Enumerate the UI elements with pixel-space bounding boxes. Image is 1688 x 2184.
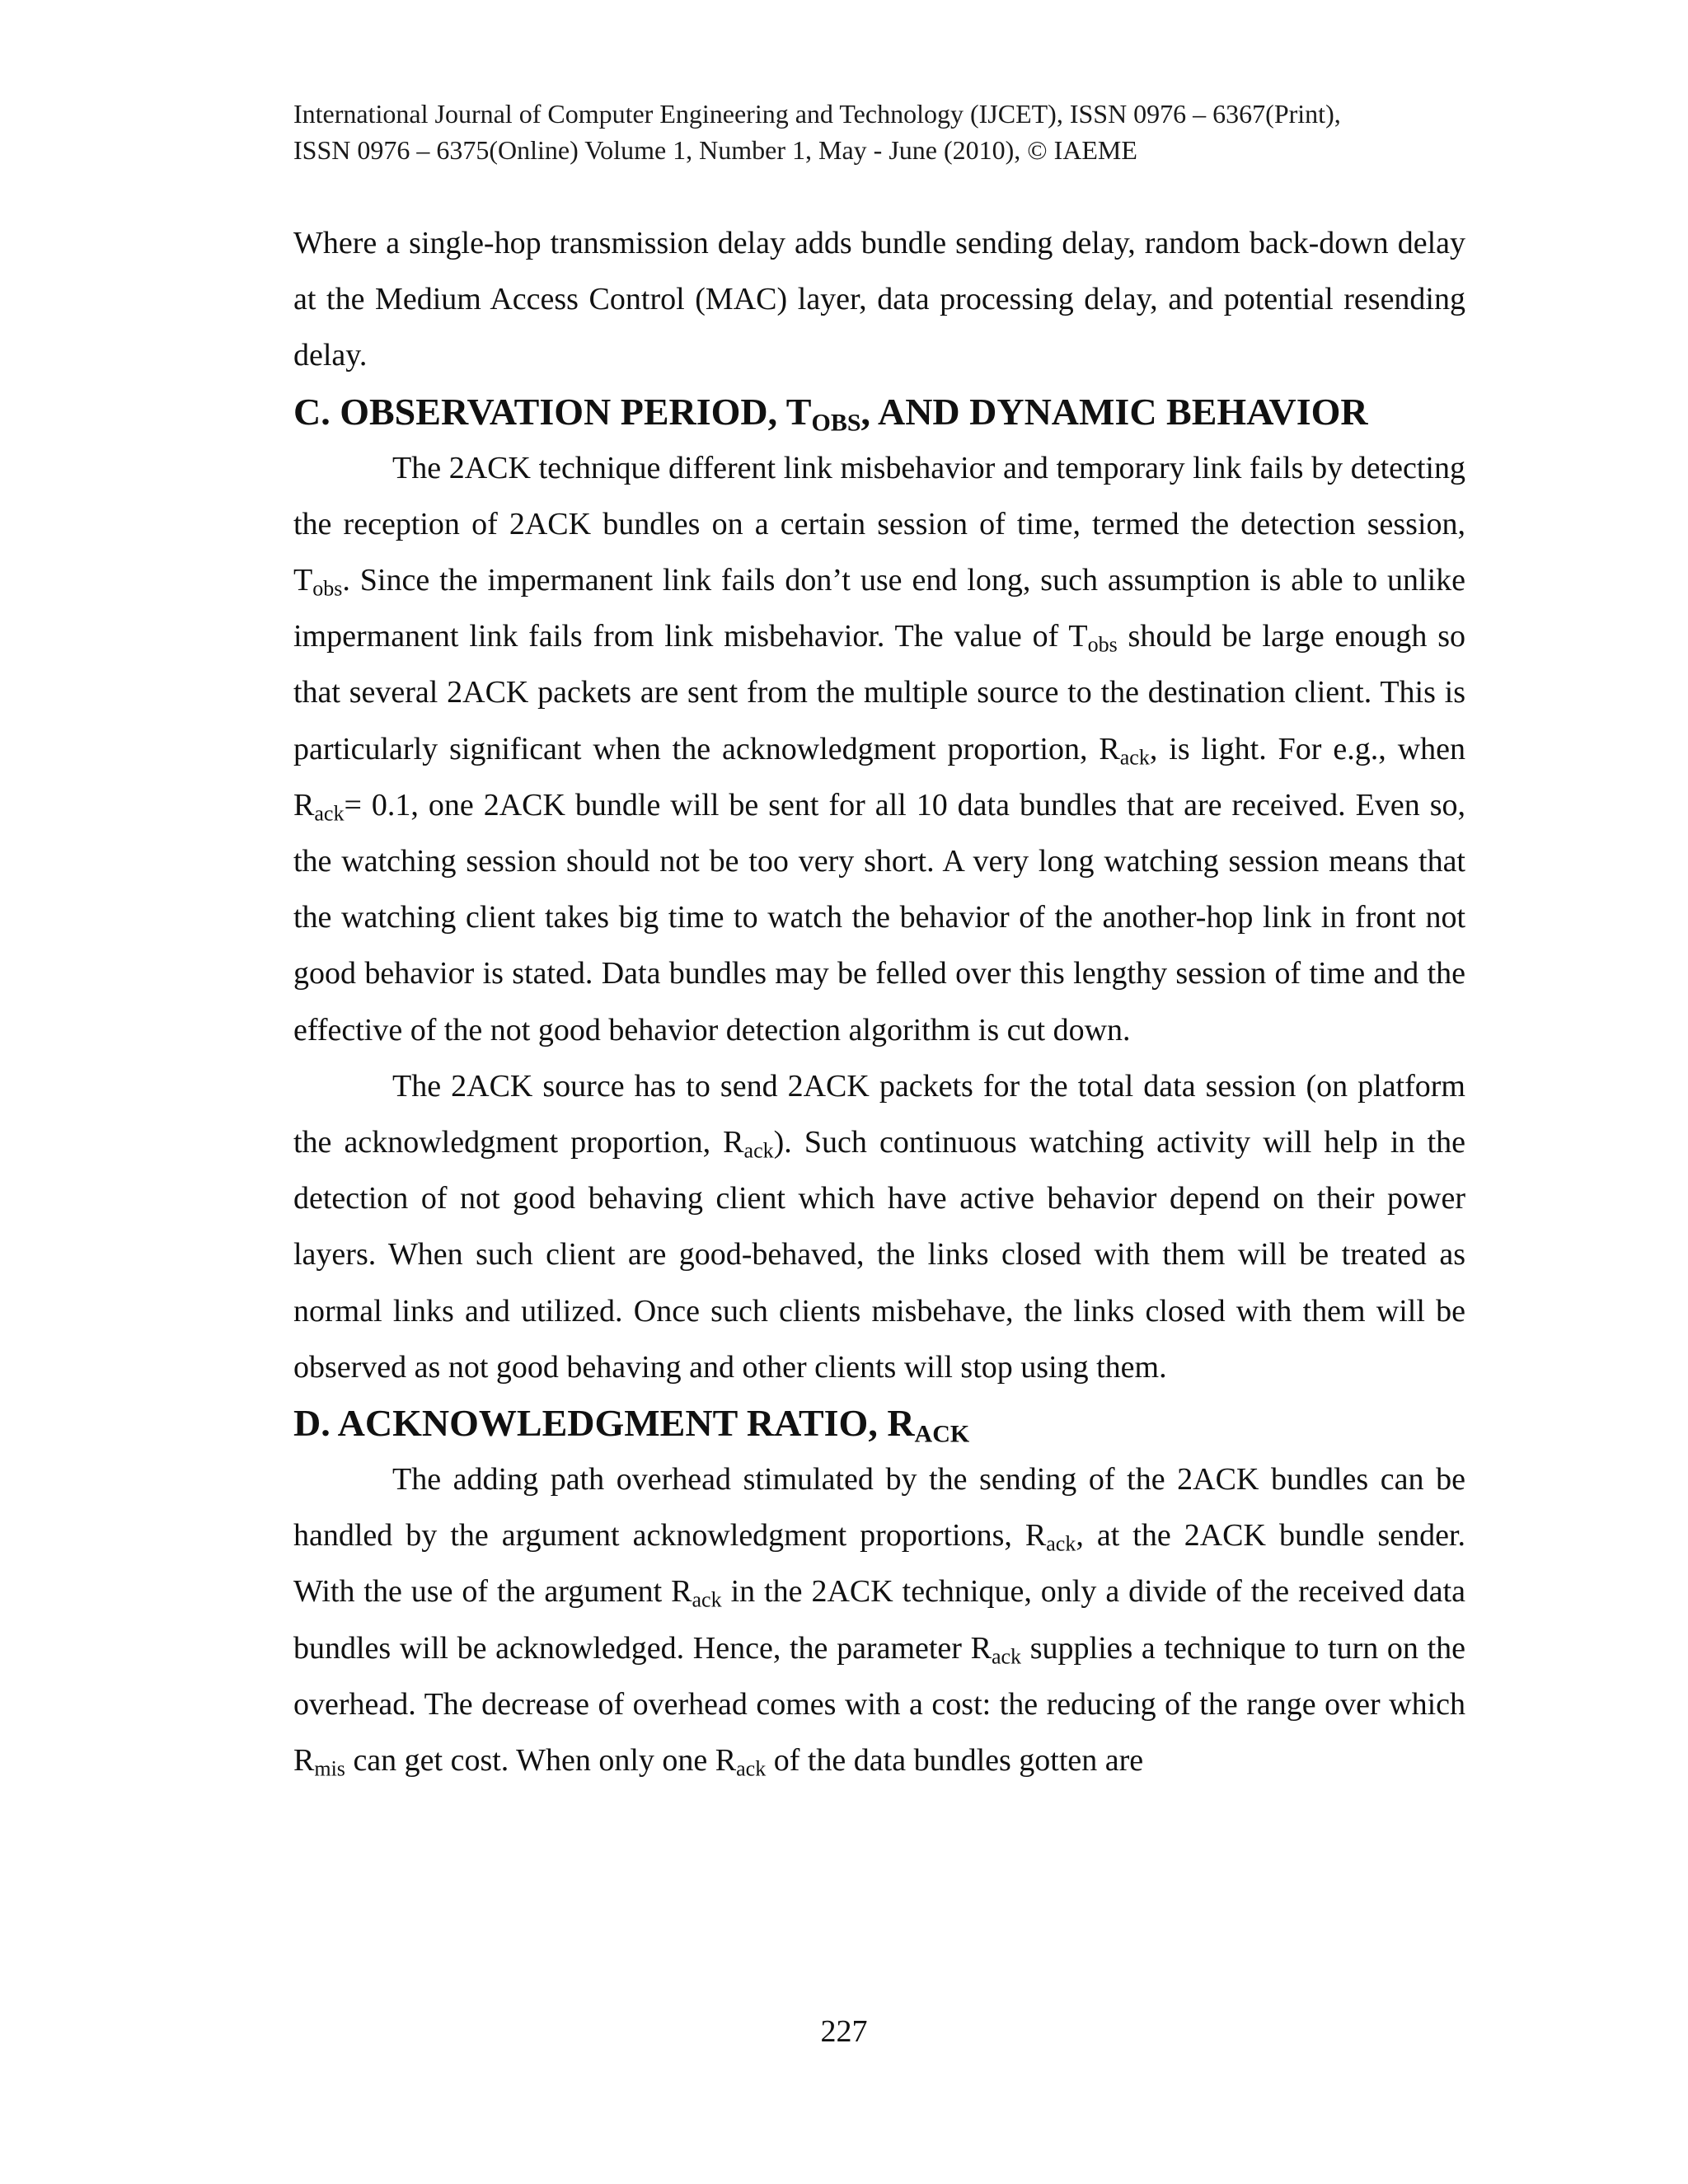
text-run: , is light. For e.g., when R <box>293 731 1466 823</box>
subscript: obs <box>312 576 343 601</box>
subscript: ack <box>1119 745 1150 770</box>
intro-paragraph: Where a single-hop transmission delay adds bundle sending delay, random back-down delay at the Medium Access Control (MAC) layer, data processing delay, and potential resending delay. <box>293 226 1465 373</box>
section-d-title-part1: D. ACKNOWLEDGMENT RATIO, R <box>293 1402 915 1445</box>
section-c-title-subscript: OBS <box>811 409 861 437</box>
text-run: . Since the impermanent link fails don’t use end long, such assumption is able to unlike impermanent link fails from link misbehavior. The value of T <box>293 563 1465 654</box>
subscript: obs <box>1087 632 1118 657</box>
section-c-paragraph-1 <box>293 440 1465 1058</box>
header-line-1: International Journal of Computer Engineering and Technology (IJCET), ISSN 0976 – 6367(Print), <box>293 99 1341 129</box>
text-run: = 0.1, one 2ACK bundle will be sent for all 10 data bundles that are received. Even so, the watching session should not be too very short. A very long watching session means that the watching client takes big time to watch the behavior of the another-hop link in front not good behavior is stated. Data bundles may be felled over this lengthy session of time and the effective of the not good behavior detection algorithm is cut down. <box>293 787 1465 1047</box>
text-run: in the 2ACK technique, only a divide of the received data bundles will be acknowledged. Hence, the parameter R <box>293 1574 1465 1666</box>
section-d-heading <box>293 1395 1465 1451</box>
section-c-paragraph-2 <box>293 1058 1465 1395</box>
body-text <box>293 215 1465 1788</box>
page-number: 227 <box>820 2014 868 2049</box>
text-run: ). Such continuous watching activity will help in the detection of not good behaving client which have active behavior depend on their power layers. When such client are good-behaved, the links closed with them will be treated as normal links and utilized. Once such clients misbehave, the links closed with them will be observed as not good behaving and other clients will stop using them. <box>293 1125 1465 1385</box>
header-line-2: ISSN 0976 – 6375(Online) Volume 1, Number 1, May - June (2010), © IAEME <box>293 135 1137 165</box>
section-c-title-part2: , AND DYNAMIC BEHAVIOR <box>860 390 1368 433</box>
subscript: ack <box>1046 1531 1076 1556</box>
subscript: ack <box>743 1138 774 1163</box>
text-run: The 2ACK technique different link misbehavior and temporary link fails by detecting the reception of 2ACK bundles on a certain session of time, termed the detection session, T <box>293 450 1465 598</box>
section-d-title-subscript: ACK <box>914 1420 970 1448</box>
text-run: can get cost. When only one R <box>345 1743 737 1779</box>
subscript: ack <box>314 801 345 826</box>
text-run: The 2ACK source has to send 2ACK packets for the total data session (on platform the acknowledgment proportion, R <box>293 1068 1465 1160</box>
text-run: The adding path overhead stimulated by the sending of the 2ACK bundles can be handled by the argument acknowledgment proportions, R <box>293 1462 1465 1554</box>
section-d-paragraph-1 <box>293 1451 1465 1788</box>
section-c-heading <box>293 384 1465 440</box>
subscript: mis <box>314 1756 345 1781</box>
text-run: , at the 2ACK bundle sender. With the use of the argument R <box>293 1518 1465 1610</box>
subscript: ack <box>736 1756 767 1781</box>
running-header <box>293 96 1480 168</box>
text-run: of the data bundles gotten are <box>766 1743 1144 1779</box>
text-run: should be large enough so that several 2ACK packets are sent from the multiple source to the destination client. This is particularly significant when the acknowledgment proportion, R <box>293 619 1465 766</box>
subscript: ack <box>991 1644 1022 1669</box>
subscript: ack <box>692 1587 722 1612</box>
text-run: supplies a technique to turn on the overhead. The decrease of overhead comes with a cost: the reducing of the range over which R <box>293 1630 1465 1779</box>
section-c-title-part1: C. OBSERVATION PERIOD, T <box>293 390 812 433</box>
